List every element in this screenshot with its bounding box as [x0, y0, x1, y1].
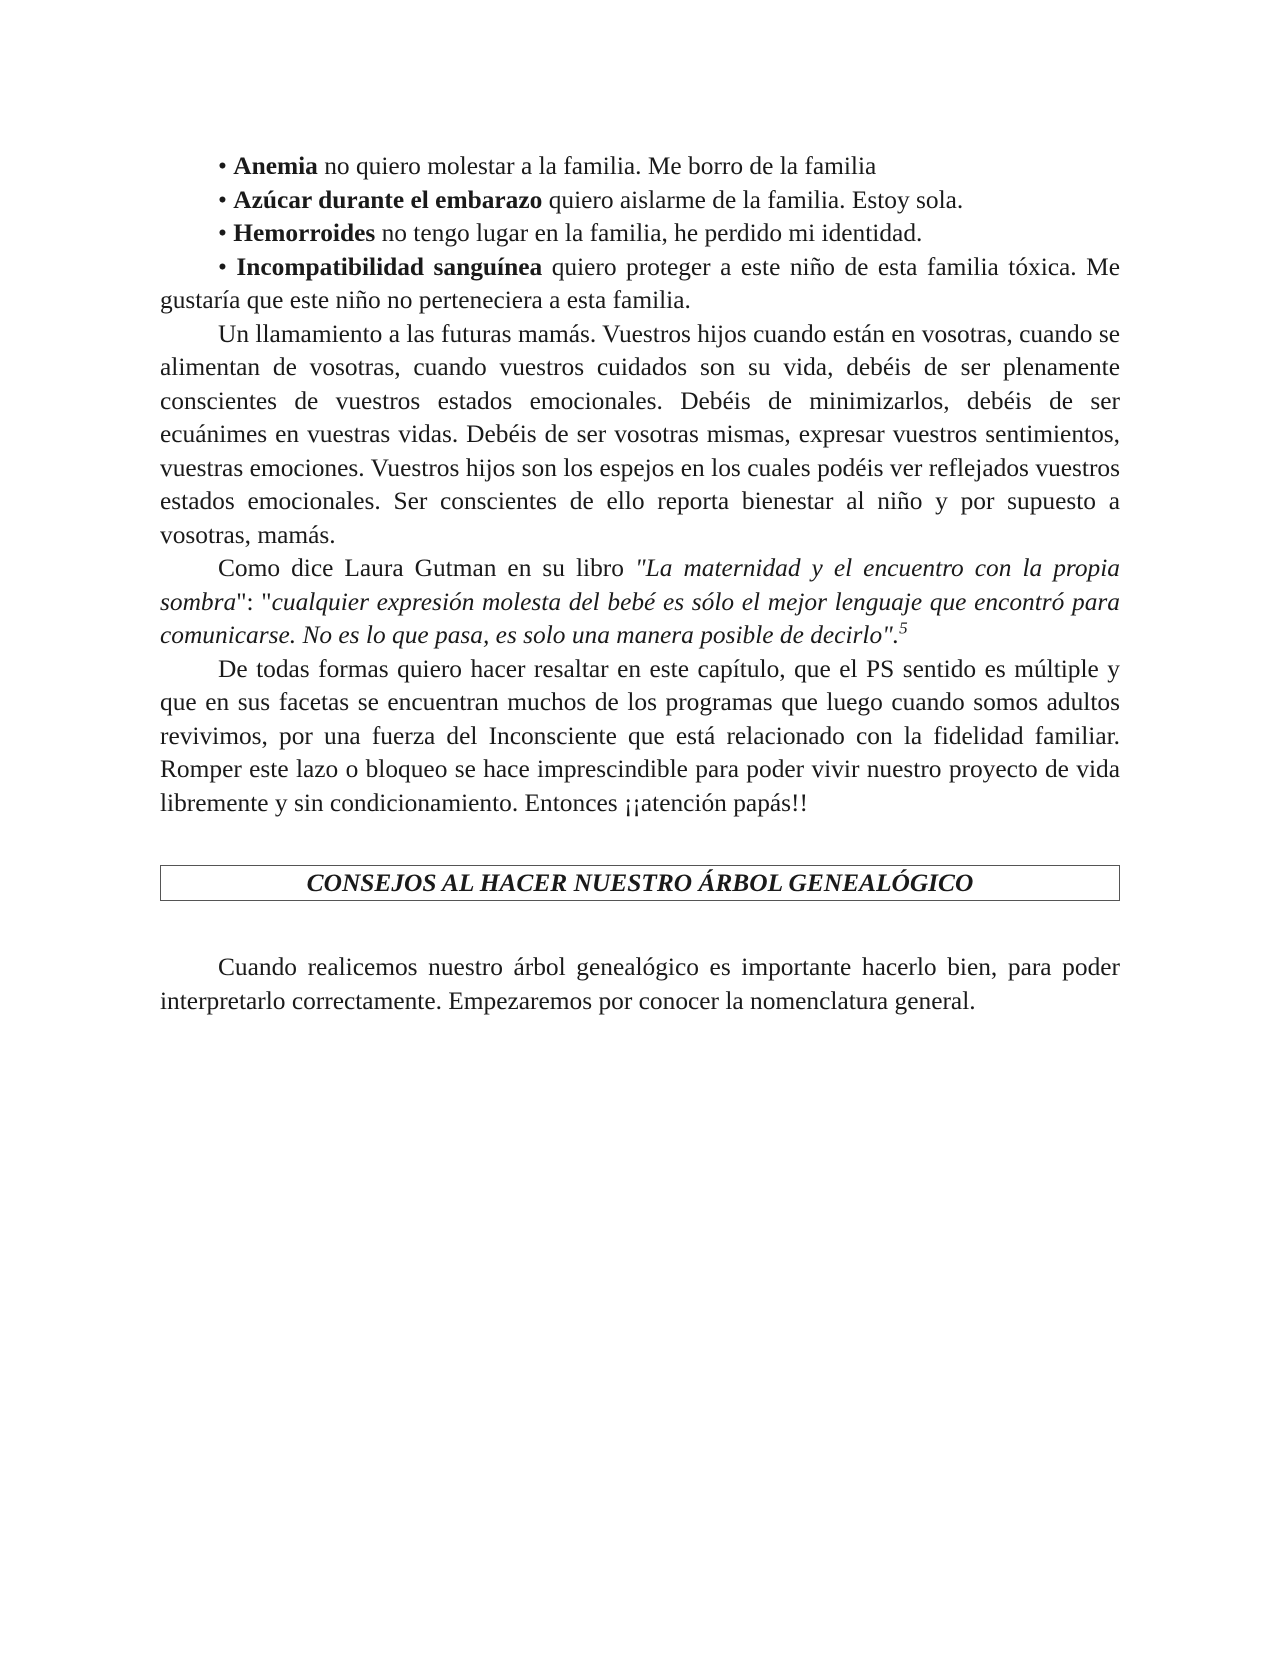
section-heading: CONSEJOS AL HACER NUESTRO ÁRBOL GENEALÓGICO [160, 865, 1120, 901]
bullet-symbol: • [218, 252, 227, 281]
bullet-item-incompatibilidad [160, 251, 1120, 318]
bullet-text: quiero aislarme de la familia. Estoy sola. [542, 185, 964, 214]
bullet-text: no quiero molestar a la familia. Me borro de la familia [317, 152, 877, 180]
bullet-item-azucar [160, 184, 1120, 218]
quote-intro: Como dice Laura Gutman en su libro [218, 554, 635, 582]
bullet-term: Hemorroides [233, 219, 376, 247]
quote-text: cualquier expresión molesta del bebé es sólo el mejor lenguaje que encontró para comunicarse. No es lo que pasa, es solo una manera posible de decirlo". [160, 587, 1120, 649]
bullet-term: Anemia [233, 152, 318, 180]
paragraph-llamamiento: Un llamamiento a las futuras mamás. Vuestros hijos cuando están en vosotras, cuando se alimentan de vosotras, cuando vuestros cuidados son su vida, debéis de ser plenamente conscientes de vuestros estados emocionales. Debéis de minimizarlos, debéis de ser ecuánimes en vuestras vidas. Debéis de ser vosotras mismas, expresar vuestros sentimientos, vuestras emociones. Vuestros hijos son los espejos en los cuales podéis ver reflejados vuestros estados emocionales. Ser conscientes de ello reporta bienestar al niño y por supuesto a vosotras, mamás. [160, 319, 1120, 549]
document-page [160, 150, 1120, 1018]
bullet-item-anemia [160, 150, 1120, 184]
bullet-symbol: • [218, 219, 227, 247]
quote-separator: ": " [236, 587, 272, 616]
paragraph-ps-sentido: De todas formas quiero hacer resaltar en este capítulo, que el PS sentido es múltiple y que en sus facetas se encuentran muchos de los programas que luego cuando somos adultos revivimos, por una fuerza del Inconsciente que está relacionado con la fidelidad familiar. Romper este lazo o bloqueo se hace imprescindible para poder vivir nuestro proyecto de vida libremente y sin condicionamiento. Entonces ¡¡atención papás!! [160, 654, 1120, 817]
book-title: "La maternidad y el encuentro con la propia sombra [160, 554, 1120, 616]
footnote-marker[interactable]: 5 [899, 618, 908, 638]
bullet-term: Azúcar durante el embarazo [233, 185, 543, 214]
paragraph-gutman-quote [160, 552, 1120, 653]
bullet-text: no tengo lugar en la familia, he perdido mi identidad. [375, 219, 923, 247]
bullet-term: Incompatibilidad sanguínea [236, 252, 543, 281]
paragraph-arbol: Cuando realicemos nuestro árbol genealógico es importante hacerlo bien, para poder interpretarlo correctamente. Empezaremos por conocer la nomenclatura general. [160, 953, 1120, 1015]
bullet-symbol: • [218, 185, 227, 214]
bullet-symbol: • [218, 152, 227, 180]
bullet-item-hemorroides [160, 217, 1120, 251]
bullet-text: quiero proteger a este niño de esta familia tóxica. Me gustaría que este niño no perteneciera a esta familia. [160, 252, 1120, 314]
